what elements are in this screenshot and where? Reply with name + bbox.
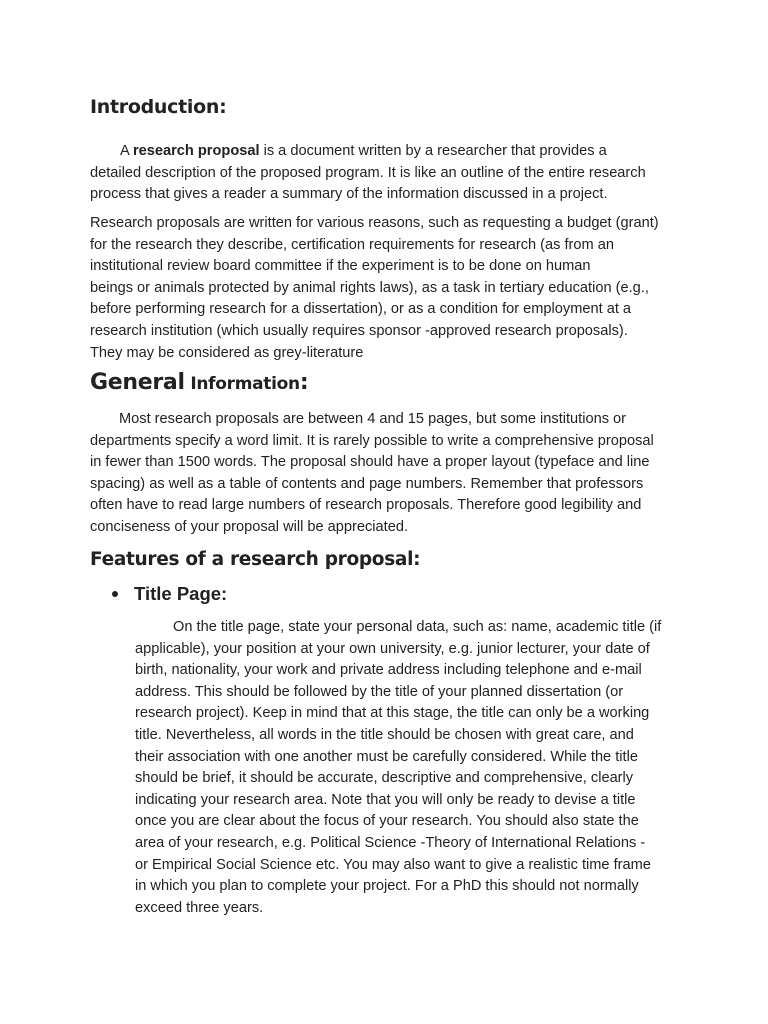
title-page-line: in which you plan to complete your project. For a PhD this should not normally [135,878,639,895]
title-page-line: applicable), your position at your own university, e.g. junior lecturer, your date of [135,640,650,657]
general-p-line: spacing) as well as a table of contents and page numbers. Remember that professors [90,475,644,492]
intro-p2-line: Research proposals are written for various reasons, such as requesting a budget (grant) [90,215,659,231]
bullet-dot-icon [112,591,118,597]
intro-p1-prefix: A [120,143,133,159]
introduction-paragraph-1 [90,141,680,206]
title-page-line: once you are clear about the focus of your research. You should also state the [135,813,639,830]
title-page-line: research project). Keep in mind that at this stage, the title can only be a working [135,705,650,722]
general-p-line: conciseness of your proposal will be appreciated. [90,518,408,535]
intro-p1-line1-rest: is a document written by a researcher that provides a [259,143,607,159]
general-information-heading [90,370,308,395]
title-page-line: exceed three years. [135,899,264,916]
general-heading-colon: : [299,370,309,395]
title-page-paragraph [135,617,675,919]
intro-p2-line: research institution (which usually requires sponsor -approved research proposals). [90,322,628,339]
intro-p2-line: before performing research for a dissertation), or as a condition for employment at a [90,301,632,318]
general-p-line: Most research proposals are between 4 and 15 pages, but some institutions or [119,411,627,427]
general-p-line: often have to read large numbers of research proposals. Therefore good legibility and [90,497,642,514]
title-page-line: birth, nationality, your work and private address including telephone and e-mail [135,662,642,679]
intro-p1-line3: process that gives a reader a summary of the information discussed in a project. [90,186,608,203]
title-page-line: title. Nevertheless, all words in the title should be chosen with great care, and [135,726,634,743]
title-page-label: Title Page: [134,583,228,604]
intro-p2-line: for the research they describe, certification requirements for research (as from an [90,236,614,253]
intro-p2-line: They may be considered as grey-literature [90,344,364,361]
introduction-heading: Introduction: [90,96,227,118]
information-word: Information [184,374,300,394]
intro-p1-line2: detailed description of the proposed program. It is like an outline of the entire research [90,164,646,181]
general-word: General [90,370,185,395]
research-proposal-term: research proposal [132,143,260,159]
title-page-line: should be brief, it should be accurate, descriptive and comprehensive, clearly [135,770,634,787]
title-page-line: area of your research, e.g. Political Science -Theory of International Relations - [135,834,646,851]
title-page-bullet [112,583,227,605]
title-page-line: or Empirical Social Science etc. You may also want to give a realistic time frame [135,856,651,873]
general-p-line: departments specify a word limit. It is rarely possible to write a comprehensive proposal [90,432,654,449]
intro-p2-line: beings or animals protected by animal rights laws), as a task in tertiary education (e.g., [90,279,649,296]
introduction-paragraph-2 [90,213,690,364]
title-page-line: their association with one another must be carefully considered. While the title [135,748,638,765]
intro-p2-line: institutional review board committee if the experiment is to be done on human [90,258,591,275]
title-page-line: address. This should be followed by the title of your planned dissertation (or [135,683,624,700]
title-page-line: On the title page, state your personal data, such as: name, academic title (if [173,619,662,635]
features-heading: Features of a research proposal: [90,549,421,570]
title-page-line: indicating your research area. Note that you will only be ready to devise a title [135,791,636,808]
general-information-paragraph [90,409,680,539]
general-p-line: in fewer than 1500 words. The proposal should have a proper layout (typeface and line [90,454,650,471]
